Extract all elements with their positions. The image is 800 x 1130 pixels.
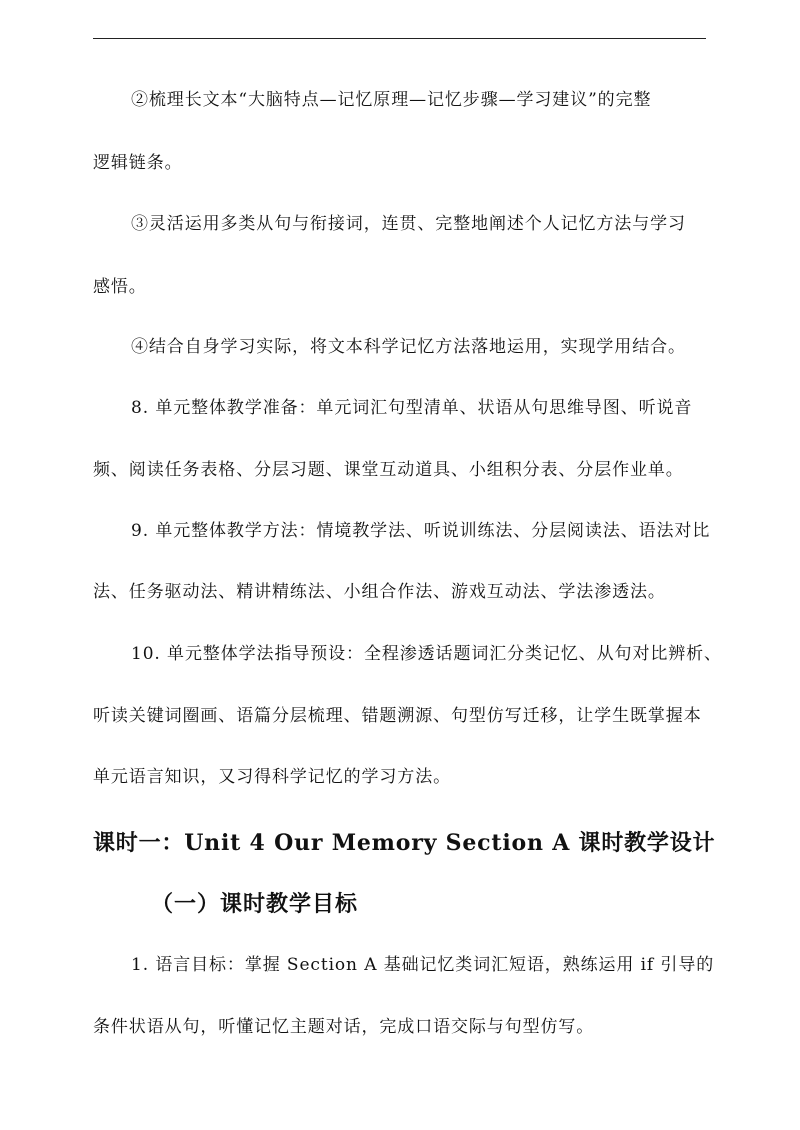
paragraph-line: 8. 单元整体教学准备：单元词汇句型清单、状语从句思维导图、听说音 (131, 398, 693, 418)
paragraph-line: 9. 单元整体教学方法：情境教学法、听说训练法、分层阅读法、语法对比 (131, 521, 711, 541)
paragraph-line: 频、阅读任务表格、分层习题、课堂互动道具、小组积分表、分层作业单。 (93, 460, 684, 480)
paragraph-line: ②梳理长文本“大脑特点—记忆原理—记忆步骤—学习建议”的完整 (131, 90, 652, 110)
paragraph-line: ③灵活运用多类从句与衔接词，连贯、完整地阐述个人记忆方法与学习 (131, 214, 686, 234)
header-rule (93, 38, 706, 39)
paragraph-line: 10. 单元整体学法指导预设：全程渗透话题词汇分类记忆、从句对比辨析、 (131, 644, 722, 664)
paragraph-line: 法、任务驱动法、精讲精练法、小组合作法、游戏互动法、学法渗透法。 (93, 582, 666, 602)
paragraph-line: 单元语言知识，又习得科学记忆的学习方法。 (93, 767, 451, 787)
section-heading: 课时一：Unit 4 Our Memory Section A 课时教学设计 (93, 830, 716, 856)
paragraph-line: 条件状语从句，听懂记忆主题对话，完成口语交际与句型仿写。 (93, 1017, 595, 1037)
paragraph-line: 逻辑链条。 (93, 153, 183, 173)
subsection-heading: （一）课时教学目标 (151, 891, 359, 917)
paragraph-line: 听读关键词圈画、语篇分层梳理、错题溯源、句型仿写迁移，让学生既掌握本 (93, 706, 702, 726)
paragraph-line: ④结合自身学习实际，将文本科学记忆方法落地运用，实现学用结合。 (131, 337, 686, 357)
paragraph-line: 感悟。 (93, 277, 147, 297)
paragraph-line: 1. 语言目标：掌握 Section A 基础记忆类词汇短语，熟练运用 if 引导的 (131, 955, 715, 975)
